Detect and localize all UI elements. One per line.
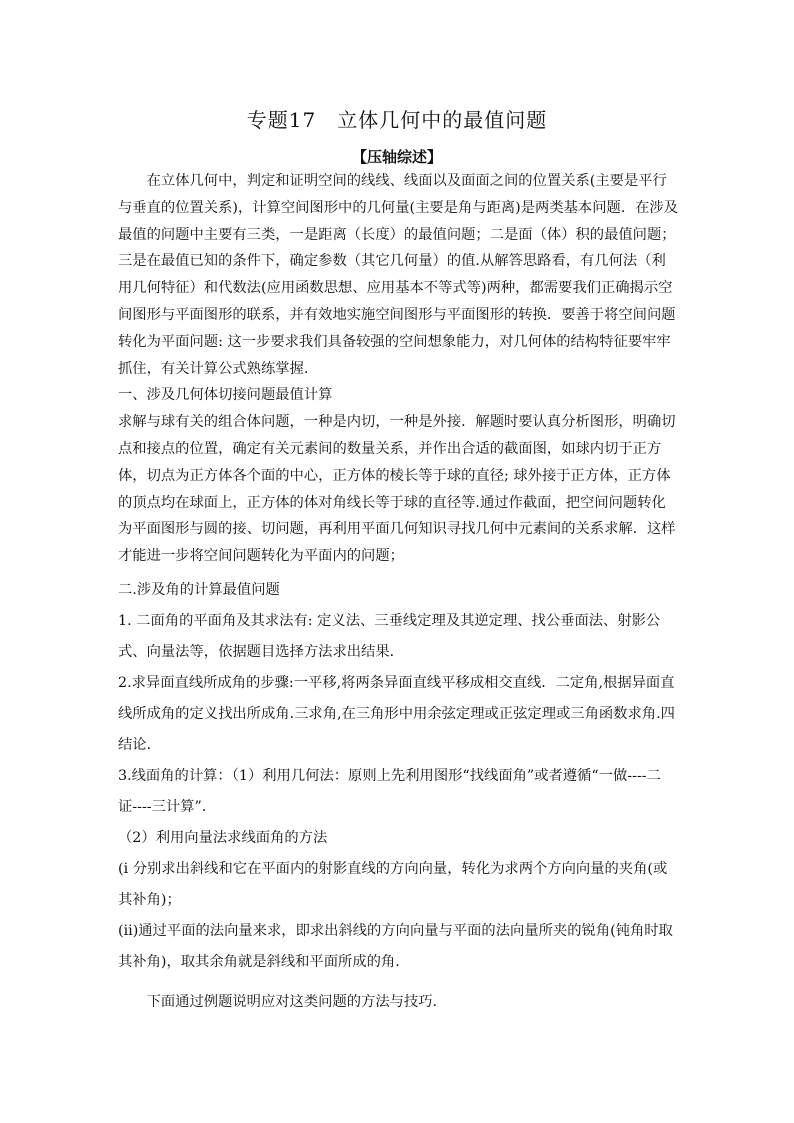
section-heading-1: 一、涉及几何体切接问题最值计算 xyxy=(118,387,333,404)
closing-paragraph: 下面通过例题说明应对这类问题的方法与技巧. xyxy=(146,993,438,1010)
sub-item-vector-method: （2）利用向量法求线面角的方法 xyxy=(118,829,328,846)
list-item-skew-lines: 2.求异面直线所成角的步骤:一平移,将两条异面直线平移成相交直线．二定角,根据异面直线所成角的定义找出所成角.三求角,在三角形中用余弦定理或正弦定理或三角函数求角.四结论． xyxy=(118,674,675,753)
intro-paragraph: 在立体几何中，判定和证明空间的线线、线面以及面面之间的位置关系(主要是平行与垂直的位置关系)，计算空间图形中的几何量(主要是角与距离)是两类基本问题．在涉及最值的问题中主要有三类，一是距离（长度）的最值问题；二是面（体）积的最值问题；三是在最值已知的条件下，确定参数（其它几何量）的值.从解答思路看，有几何法（利用几何特征）和代数法(应用函数思想、应用基本不等式等)两种，都需要我们正确揭示空间图形与平面图形的联系，并有效地实施空间图形与平面图形的转换．要善于将空间问题转化为平面问题: 这一步要求我们具备较强的空间想象能力，对几何体的结构特征要牢牢抓住，有关计算公式熟练掌握. xyxy=(118,173,679,377)
section-heading-2: 二.涉及角的计算最值问题 xyxy=(118,581,280,598)
body-paragraph-sphere: 求解与球有关的组合体问题，一种是内切，一种是外接．解题时要认真分析图形，明确切点和接点的位置，确定有关元素间的数量关系，并作出合适的截面图，如球内切于正方体，切点为正方体各个面的中心，正方体的棱长等于球的直径; 球外接于正方体，正方体的顶点均在球面上，正方体的体对角线长等于球的直径等.通过作截面，把空间问题转化为平面图形与圆的接、切问题，再利用平面几何知识寻找几何中元素间的关系求解．这样才能进一步将空间问题转化为平面内的问题； xyxy=(118,414,676,565)
document-body xyxy=(118,168,678,1016)
sub-item-ii: (ii)通过平面的法向量来求，即求出斜线的方向向量与平面的法向量所夹的锐角(钝角时取其补角)，取其余角就是斜线和平面所成的角. xyxy=(118,922,673,970)
section-subtitle: 【压轴综述】 xyxy=(351,148,442,166)
page-title: 专题17 立体几何中的最值问题 xyxy=(246,108,548,132)
list-item-dihedral-angle: 1. 二面角的平面角及其求法有: 定义法、三垂线定理及其逆定理、找公垂面法、射影公式、向量法等，依据题目选择方法求出结果． xyxy=(118,612,661,660)
sub-item-i: (i 分别求出斜线和它在平面内的射影直线的方向向量，转化为求两个方向向量的夹角(或其补角)； xyxy=(118,860,668,908)
list-item-line-plane-angle: 3.线面角的计算：（1）利用几何法：原则上先利用图形“找线面角”或者遵循“一做----二证----三计算”． xyxy=(118,767,661,815)
